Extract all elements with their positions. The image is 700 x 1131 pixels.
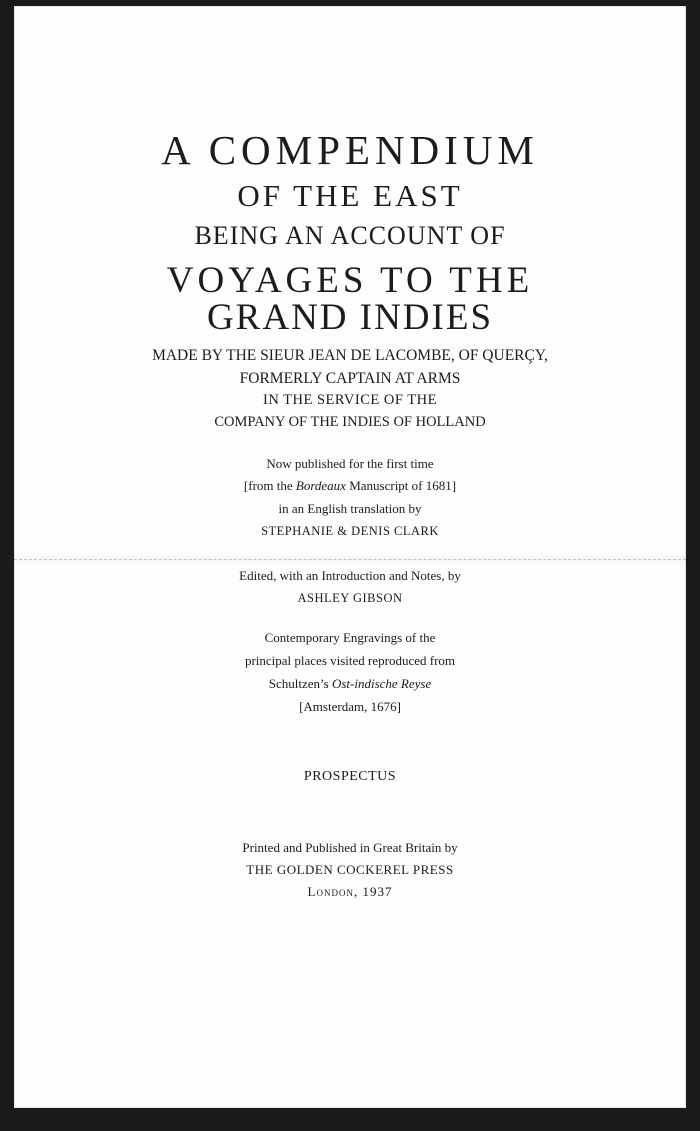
manuscript-name: Bordeaux <box>295 478 346 493</box>
engravings-work-title: Ost-indische Reyse <box>331 676 432 691</box>
manuscript-source-suffix: Manuscript of 1681] <box>345 478 457 493</box>
translation-note: in an English translation by <box>278 501 422 516</box>
manuscript-source <box>14 478 686 494</box>
engravings-line-1: Contemporary Engravings of the <box>264 630 436 645</box>
translators: STEPHANIE & DENIS CLARK <box>261 524 439 538</box>
editor-note: Edited, with an Introduction and Notes, by <box>239 568 461 583</box>
prospectus-label: PROSPECTUS <box>303 769 397 784</box>
engravings-source <box>14 676 686 692</box>
title-line-1: A COMPENDIUM <box>161 127 539 173</box>
subtitle-line-4: COMPANY OF THE INDIES OF HOLLAND <box>214 414 486 430</box>
title-line-2: OF THE EAST <box>237 178 463 213</box>
engravings-line-2: principal places visited reproduced from <box>244 653 456 668</box>
title-line-4: VOYAGES TO THE <box>166 260 534 301</box>
engravings-source-prefix: Schultzen’s <box>268 676 332 691</box>
subtitle-line-3: IN THE SERVICE OF THE <box>263 392 437 408</box>
imprint-place-date: London, 1937 <box>307 884 393 899</box>
imprint-line: Printed and Published in Great Britain by <box>242 840 458 855</box>
manuscript-source-prefix: [from the <box>243 478 296 493</box>
engravings-line-4: [Amsterdam, 1676] <box>299 699 401 714</box>
title-line-3: BEING AN ACCOUNT OF <box>194 221 506 250</box>
editor-name: ASHLEY GIBSON <box>297 591 403 605</box>
title-line-5: GRAND INDIES <box>206 297 494 338</box>
subtitle-line-1: MADE BY THE SIEUR JEAN DE LACOMBE, OF QUERÇY, <box>152 347 548 364</box>
subtitle-line-2: FORMERLY CAPTAIN AT ARMS <box>239 370 461 387</box>
fold-line <box>14 559 686 560</box>
prospectus-page <box>14 6 686 1108</box>
publication-note: Now published for the first time <box>266 456 434 471</box>
press-name: THE GOLDEN COCKEREL PRESS <box>246 862 454 877</box>
